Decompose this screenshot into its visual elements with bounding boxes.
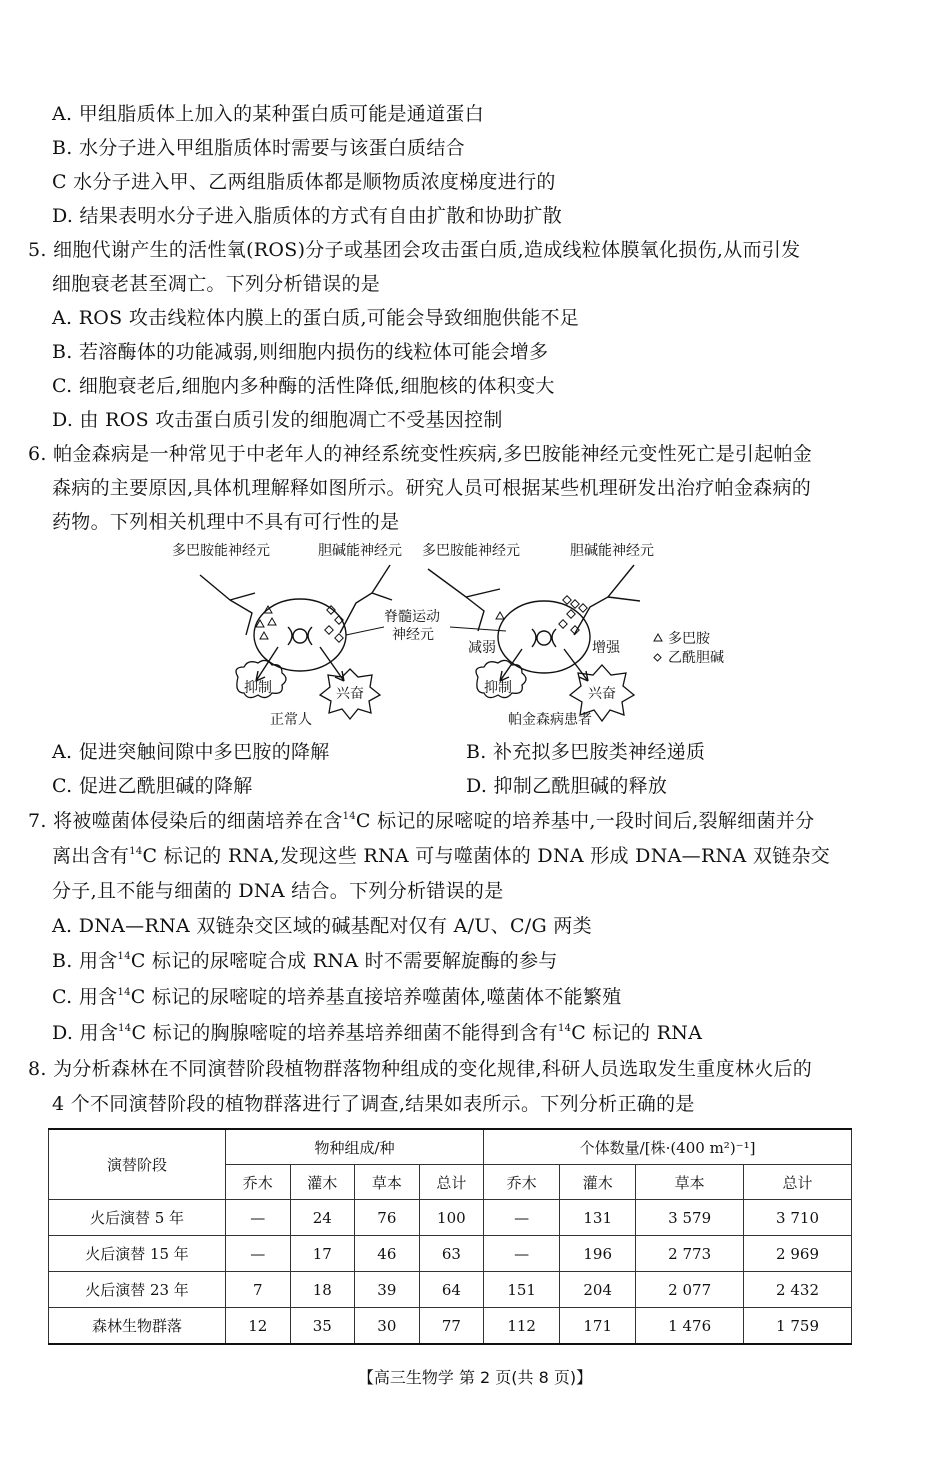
label-motor-neuron: 脊髓运动 <box>384 609 440 625</box>
label-normal: 正常人 <box>270 712 312 728</box>
table-cell: 森林生物群落 <box>49 1308 226 1345</box>
q6-stem-line-2: 森病的主要原因,具体机理解释如图所示。研究人员可根据某些机理研发出治疗帕金森病的 <box>52 477 812 499</box>
label-choline-neuron-right: 胆碱能神经元 <box>570 543 654 559</box>
q6-option-b: B. 补充拟多巴胺类神经递质 <box>466 741 706 763</box>
q5-option-b: B. 若溶酶体的功能减弱,则细胞内损伤的线粒体可能会增多 <box>52 341 549 363</box>
table-cell: 131 <box>560 1200 636 1236</box>
table-cell: 17 <box>290 1236 355 1272</box>
table-row <box>49 1200 852 1236</box>
table-cell: 46 <box>355 1236 420 1272</box>
table-row <box>49 1272 852 1308</box>
label-weaken: 减弱 <box>468 640 496 656</box>
label-patient: 帕金森病患者 <box>508 712 592 728</box>
q6-option-c: C. 促进乙酰胆碱的降解 <box>52 775 253 797</box>
subheader-cell: 草本 <box>355 1165 420 1200</box>
label-excite-right: 兴奋 <box>588 686 616 702</box>
label-choline-neuron-left: 胆碱能神经元 <box>318 543 402 559</box>
table-cell: — <box>484 1200 560 1236</box>
q5-option-a: A. ROS 攻击线粒体内膜上的蛋白质,可能会导致细胞供能不足 <box>52 307 580 329</box>
subheader-cell: 草本 <box>636 1165 744 1200</box>
table-cell: 2 969 <box>744 1236 852 1272</box>
q4-option-d: D. 结果表明水分子进入脂质体的方式有自由扩散和协助扩散 <box>52 205 563 227</box>
table-cell: 18 <box>290 1272 355 1308</box>
table-cell: 2 773 <box>636 1236 744 1272</box>
table-cell: 63 <box>419 1236 484 1272</box>
label-dopamine-neuron-right: 多巴胺能神经元 <box>422 543 520 559</box>
dopamine-markers-right <box>496 612 504 619</box>
table-cell: 火后演替 23 年 <box>49 1272 226 1308</box>
table-row <box>49 1236 852 1272</box>
legend-dopamine: 多巴胺 <box>668 631 710 647</box>
q6-stem-line-3: 药物。下列相关机理中不具有可行性的是 <box>52 511 400 533</box>
q5-option-d: D. 由 ROS 攻击蛋白质引发的细胞凋亡不受基因控制 <box>52 409 503 431</box>
q6-option-a: A. 促进突触间隙中多巴胺的降解 <box>52 741 330 763</box>
q4-option-a: A. 甲组脂质体上加入的某种蛋白质可能是通道蛋白 <box>52 103 485 125</box>
header-species: 物种组成/种 <box>226 1129 484 1165</box>
table-cell: 1 476 <box>636 1308 744 1345</box>
table-cell: 204 <box>560 1272 636 1308</box>
q5-option-c: C. 细胞衰老后,细胞内多种酶的活性降低,细胞核的体积变大 <box>52 375 555 397</box>
table-cell: 1 759 <box>744 1308 852 1345</box>
q7-option-b: B. 用含$^{14}$C 标记的尿嘧啶合成 RNA 时不需要解旋酶的参与 <box>52 950 558 972</box>
q5-stem-line-1: 5. 细胞代谢产生的活性氧(ROS)分子或基团会攻击蛋白质,造成线粒体膜氧化损伤,从而引发 <box>28 239 801 261</box>
label-inhibit-right: 抑制 <box>484 680 512 696</box>
subheader-cell: 乔木 <box>226 1165 291 1200</box>
label-dopamine-neuron-left: 多巴胺能神经元 <box>172 543 270 559</box>
table-cell: — <box>484 1236 560 1272</box>
table-cell: 112 <box>484 1308 560 1345</box>
q7-option-c: C. 用含$^{14}$C 标记的尿嘧啶的培养基直接培养噬菌体,噬菌体不能繁殖 <box>52 986 622 1008</box>
header-count: 个体数量/[株·(400 m²)⁻¹] <box>484 1129 852 1165</box>
table-row <box>49 1308 852 1345</box>
q5-stem-line-2: 细胞衰老甚至凋亡。下列分析错误的是 <box>52 273 381 295</box>
choline-neuron-right-shape <box>574 565 640 635</box>
q7-stem-line-2: 离出含有$^{14}$C 标记的 RNA,发现这些 RNA 可与噬菌体的 DNA 形成 DNA—RNA 双链杂交 <box>52 845 831 867</box>
subheader-cell: 总计 <box>419 1165 484 1200</box>
table-cell: 35 <box>290 1308 355 1345</box>
q7-option-d: D. 用含$^{14}$C 标记的胸腺嘧啶的培养基培养细菌不能得到含有$^{14}$C 标记的 RNA <box>52 1022 703 1044</box>
label-excite-left: 兴奋 <box>336 686 364 702</box>
label-enhance: 增强 <box>592 640 620 656</box>
table-cell: 2 432 <box>744 1272 852 1308</box>
table-cell: 30 <box>355 1308 420 1345</box>
legend-triangle-icon <box>654 634 662 641</box>
succession-table <box>48 1128 852 1345</box>
legend-diamond-icon <box>654 654 661 661</box>
table-cell: 151 <box>484 1272 560 1308</box>
q7-stem-line-1: 7. 将被噬菌体侵染后的细菌培养在含$^{14}$C 标记的尿嘧啶的培养基中,一段时间后,裂解细菌并分 <box>28 810 815 832</box>
q6-stem-line-1: 6. 帕金森病是一种常见于中老年人的神经系统变性疾病,多巴胺能神经元变性死亡是引起帕金 <box>28 443 813 465</box>
table-cell: 64 <box>419 1272 484 1308</box>
table-cell: 171 <box>560 1308 636 1345</box>
q4-option-b: B. 水分子进入甲组脂质体时需要与该蛋白质结合 <box>52 137 465 159</box>
q6-option-d: D. 抑制乙酰胆碱的释放 <box>466 775 668 797</box>
q7-option-a: A. DNA—RNA 双链杂交区域的碱基配对仅有 A/U、C/G 两类 <box>52 915 592 937</box>
parkinson-mechanism-diagram <box>160 535 760 735</box>
table-cell: — <box>226 1200 291 1236</box>
table-cell: 3 710 <box>744 1200 852 1236</box>
subheader-cell: 灌木 <box>560 1165 636 1200</box>
table-cell: 7 <box>226 1272 291 1308</box>
motor-neuron-left <box>254 599 346 681</box>
q8-stem-line-2: 4 个不同演替阶段的植物群落进行了调查,结果如表所示。下列分析正确的是 <box>52 1093 695 1115</box>
table-cell: 24 <box>290 1200 355 1236</box>
page-footer: 【高三生物学 第 2 页(共 8 页)】 <box>357 1368 593 1387</box>
table-cell: 39 <box>355 1272 420 1308</box>
subheader-cell: 灌木 <box>290 1165 355 1200</box>
legend-ach: 乙酰胆碱 <box>668 650 724 666</box>
table-cell: 2 077 <box>636 1272 744 1308</box>
q4-option-c: C 水分子进入甲、乙两组脂质体都是顺物质浓度梯度进行的 <box>52 171 556 193</box>
q8-stem-line-1: 8. 为分析森林在不同演替阶段植物群落物种组成的变化规律,科研人员选取发生重度林火后的 <box>28 1058 813 1080</box>
table-cell: 76 <box>355 1200 420 1236</box>
table-cell: 100 <box>419 1200 484 1236</box>
q7-stem-line-3: 分子,且不能与细菌的 DNA 结合。下列分析错误的是 <box>52 880 504 902</box>
table-cell: 12 <box>226 1308 291 1345</box>
table-cell: 3 579 <box>636 1200 744 1236</box>
motor-neuron-right <box>498 601 590 681</box>
table-cell: 77 <box>419 1308 484 1345</box>
table-cell: 火后演替 5 年 <box>49 1200 226 1236</box>
header-stage: 演替阶段 <box>49 1129 226 1200</box>
table-cell: 火后演替 15 年 <box>49 1236 226 1272</box>
dopamine-neuron-left-shape <box>200 575 255 635</box>
table-cell: 196 <box>560 1236 636 1272</box>
label-motor-neuron-2: 神经元 <box>392 627 434 643</box>
table-cell: — <box>226 1236 291 1272</box>
ach-markers-right <box>559 596 587 634</box>
label-inhibit-left: 抑制 <box>244 680 272 696</box>
subheader-cell: 乔木 <box>484 1165 560 1200</box>
subheader-cell: 总计 <box>744 1165 852 1200</box>
